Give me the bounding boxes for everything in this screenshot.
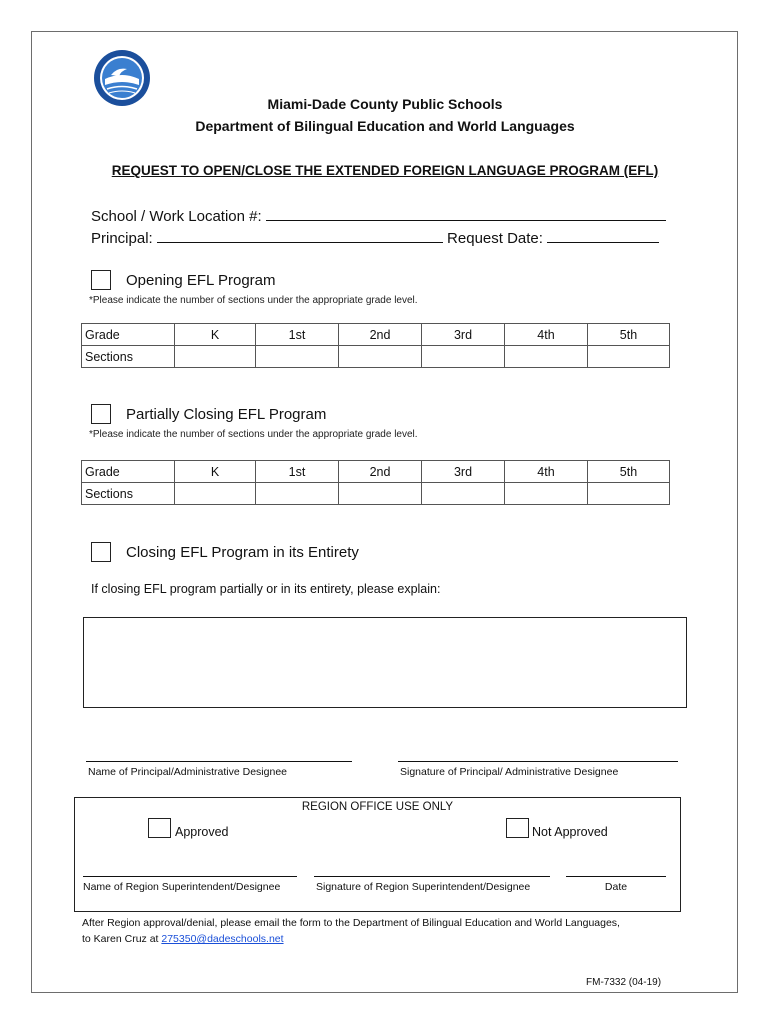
sections-5th-input[interactable]	[588, 483, 670, 505]
sections-4th-input[interactable]	[505, 346, 588, 368]
region-date-caption: Date	[604, 881, 628, 893]
approved-label: Approved	[175, 825, 229, 839]
partial-closing-checkbox[interactable]	[91, 404, 111, 424]
opening-grade-table	[81, 323, 670, 368]
region-name-line[interactable]	[83, 876, 297, 877]
principal-field[interactable]	[157, 228, 443, 243]
region-heading: REGION OFFICE USE ONLY	[301, 801, 454, 813]
org-name: Miami-Dade County Public Schools	[267, 96, 503, 112]
department-name: Department of Bilingual Education and World Languages	[195, 118, 575, 134]
approved-checkbox[interactable]	[148, 818, 171, 838]
entire-closing-label: Closing EFL Program in its Entirety	[126, 544, 359, 561]
region-signature-caption: Signature of Region Superintendent/Designee	[316, 881, 531, 893]
footer-instructions	[82, 915, 692, 947]
footer-line-2	[82, 931, 692, 947]
grade-k: K	[175, 324, 256, 346]
not-approved-label: Not Approved	[532, 825, 608, 839]
grade-1st: 1st	[256, 324, 339, 346]
principal-row	[91, 228, 681, 247]
grade-5th: 5th	[588, 324, 670, 346]
sections-header: Sections	[82, 346, 175, 368]
sections-k-input[interactable]	[175, 483, 256, 505]
sections-header: Sections	[82, 483, 175, 505]
principal-signature-line[interactable]	[398, 761, 678, 762]
grade-3rd: 3rd	[422, 461, 505, 483]
partial-closing-label: Partially Closing EFL Program	[126, 406, 327, 423]
principal-name-line[interactable]	[86, 761, 352, 762]
sections-1st-input[interactable]	[256, 346, 339, 368]
sections-4th-input[interactable]	[505, 483, 588, 505]
grade-4th: 4th	[505, 461, 588, 483]
form-number: FM-7332 (04-19)	[586, 977, 662, 988]
entire-closing-checkbox[interactable]	[91, 542, 111, 562]
footer-line-2-prefix: to Karen Cruz at	[82, 933, 162, 945]
principal-signature-caption: Signature of Principal/ Administrative Designee	[400, 766, 619, 778]
grade-4th: 4th	[505, 324, 588, 346]
grade-1st: 1st	[256, 461, 339, 483]
explanation-textarea[interactable]	[83, 617, 687, 708]
explain-prompt: If closing EFL program partially or in its entirety, please explain:	[91, 582, 441, 596]
grade-2nd: 2nd	[339, 324, 422, 346]
partial-grade-table	[81, 460, 670, 505]
region-office-box	[74, 797, 681, 912]
grade-header: Grade	[82, 324, 175, 346]
request-date-field[interactable]	[547, 228, 659, 243]
sections-5th-input[interactable]	[588, 346, 670, 368]
grade-5th: 5th	[588, 461, 670, 483]
grade-2nd: 2nd	[339, 461, 422, 483]
not-approved-checkbox[interactable]	[506, 818, 529, 838]
school-location-label: School / Work Location #:	[91, 208, 262, 225]
sections-2nd-input[interactable]	[339, 346, 422, 368]
opening-efl-checkbox[interactable]	[91, 270, 111, 290]
region-date-line[interactable]	[566, 876, 666, 877]
grade-k: K	[175, 461, 256, 483]
school-location-row	[91, 206, 681, 225]
principal-name-caption: Name of Principal/Administrative Designee	[88, 766, 288, 778]
grade-3rd: 3rd	[422, 324, 505, 346]
footer-line-1: After Region approval/denial, please email the form to the Department of Bilingual Education and World Languages,	[82, 917, 620, 929]
opening-note: *Please indicate the number of sections under the appropriate grade level.	[89, 295, 418, 306]
request-date-label: Request Date:	[447, 230, 543, 247]
school-location-field[interactable]	[266, 206, 666, 221]
sections-2nd-input[interactable]	[339, 483, 422, 505]
sections-1st-input[interactable]	[256, 483, 339, 505]
region-name-caption: Name of Region Superintendent/Designee	[83, 881, 281, 893]
sections-3rd-input[interactable]	[422, 483, 505, 505]
principal-label: Principal:	[91, 230, 153, 247]
region-signature-line[interactable]	[314, 876, 550, 877]
opening-efl-label: Opening EFL Program	[126, 272, 276, 289]
grade-header: Grade	[82, 461, 175, 483]
sections-3rd-input[interactable]	[422, 346, 505, 368]
form-title: REQUEST TO OPEN/CLOSE THE EXTENDED FOREIGN LANGUAGE PROGRAM (EFL)	[111, 163, 659, 178]
partial-note: *Please indicate the number of sections under the appropriate grade level.	[89, 429, 418, 440]
sections-k-input[interactable]	[175, 346, 256, 368]
email-link[interactable]: 275350@dadeschools.net	[161, 933, 284, 945]
